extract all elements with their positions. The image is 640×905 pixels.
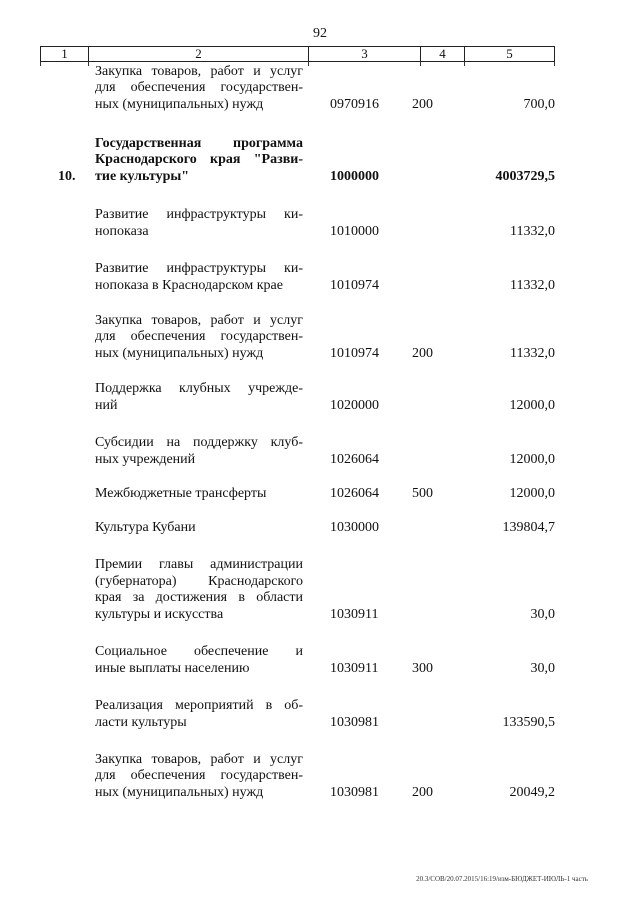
row-amount: 11332,0	[510, 277, 555, 293]
row-code: 1026064	[330, 451, 379, 467]
row-name-line: Развитие инфраструктуры ки-	[95, 261, 303, 276]
table-row	[40, 644, 555, 677]
row-name-line: Государственная программа	[95, 135, 303, 151]
row-name-line: ных (муниципальных) нужд	[95, 96, 264, 112]
row-code: 1030911	[330, 660, 379, 676]
row-code: 0970916	[330, 96, 379, 112]
row-name	[95, 313, 303, 363]
row-amount: 4003729,5	[495, 168, 555, 184]
row-name-line: культуры и искусства	[95, 606, 224, 622]
row-name	[95, 64, 303, 114]
row-amount: 30,0	[530, 606, 555, 622]
table-row	[40, 486, 555, 503]
row-name-line: ных учреждений	[95, 451, 196, 467]
table-row	[40, 261, 555, 294]
row-number: 10.	[58, 168, 76, 184]
document-footer: 20.3/СОВ/20.07.2015/16:19/изм-БЮДЖЕТ-ИЮЛЬ-1 часть	[416, 875, 588, 883]
row-code: 1000000	[330, 168, 379, 184]
row-expense-type: 300	[412, 660, 433, 676]
row-name	[95, 520, 303, 537]
row-name	[95, 136, 303, 186]
row-name-line: для обеспечения государствен-	[95, 329, 303, 344]
row-name-line: для обеспечения государствен-	[95, 768, 303, 783]
header-cell-2: 2	[89, 47, 309, 61]
table-row	[40, 520, 555, 537]
table-row	[40, 136, 555, 186]
row-name	[95, 557, 303, 623]
row-code: 1030000	[330, 519, 379, 535]
table-row	[40, 64, 555, 114]
header-cell-5: 5	[506, 46, 513, 61]
table-row	[40, 557, 555, 623]
row-name-line: Межбюджетные трансферты	[95, 485, 267, 501]
table-row	[40, 752, 555, 802]
header-cell-3: 3	[309, 47, 421, 61]
row-code: 1010974	[330, 345, 379, 361]
row-code: 1026064	[330, 485, 379, 501]
row-name-line: Реализация мероприятий в об-	[95, 698, 303, 713]
row-code: 1010000	[330, 223, 379, 239]
row-name-line: Премии главы администрации	[95, 557, 303, 572]
row-name-line: Развитие инфраструктуры ки-	[95, 207, 303, 222]
row-name-line: Социальное обеспечение и	[95, 644, 303, 659]
row-name-line: края за достижения в области	[95, 590, 303, 605]
row-code: 1030911	[330, 606, 379, 622]
row-name-line: для обеспечения государствен-	[95, 80, 303, 95]
header-cell-1: 1	[41, 47, 89, 61]
row-name-line: тие культуры"	[95, 168, 190, 184]
row-name	[95, 435, 303, 468]
table-header-row	[40, 46, 555, 62]
row-code: 1030981	[330, 784, 379, 800]
page-number: 92	[313, 26, 327, 41]
row-name	[95, 644, 303, 677]
row-expense-type: 200	[412, 345, 433, 361]
row-amount: 12000,0	[509, 397, 555, 413]
row-name-line: Закупка товаров, работ и услуг	[95, 312, 303, 328]
row-name-line: Закупка товаров, работ и услуг	[95, 63, 303, 79]
row-name-line: Закупка товаров, работ и услуг	[95, 751, 303, 767]
row-amount: 11332,0	[510, 223, 555, 239]
row-name-line: Субсидии на поддержку клуб-	[95, 435, 303, 450]
row-amount: 12000,0	[509, 485, 555, 501]
table-row	[40, 313, 555, 363]
row-name-line: (губернатора) Краснодарского	[95, 573, 303, 589]
row-name-line: ний	[95, 397, 118, 413]
table-row	[40, 381, 555, 414]
header-cell-4: 4	[421, 47, 465, 61]
row-name	[95, 381, 303, 414]
row-name	[95, 261, 303, 294]
row-amount: 133590,5	[502, 714, 555, 730]
row-name-line: Краснодарского края "Разви-	[95, 152, 303, 167]
row-name-line: ласти культуры	[95, 714, 187, 730]
row-code: 1030981	[330, 714, 379, 730]
row-expense-type: 500	[412, 485, 433, 501]
row-name-line: Культура Кубани	[95, 519, 196, 535]
table-row	[40, 435, 555, 468]
row-amount: 20049,2	[509, 784, 555, 800]
table-row	[40, 698, 555, 731]
row-name-line: нопоказа в Краснодарском крае	[95, 277, 283, 293]
row-name	[95, 752, 303, 802]
row-code: 1010974	[330, 277, 379, 293]
row-name	[95, 486, 303, 503]
row-code: 1020000	[330, 397, 379, 413]
row-amount: 700,0	[523, 96, 555, 112]
row-expense-type: 200	[412, 784, 433, 800]
row-name-line: Поддержка клубных учрежде-	[95, 381, 303, 396]
row-name	[95, 698, 303, 731]
row-amount: 12000,0	[509, 451, 555, 467]
row-name-line: иные выплаты населению	[95, 660, 250, 676]
table-row	[40, 207, 555, 240]
row-name-line: нопоказа	[95, 223, 149, 239]
row-amount: 30,0	[530, 660, 555, 676]
row-name	[95, 207, 303, 240]
row-name-line: ных (муниципальных) нужд	[95, 784, 264, 800]
row-amount: 139804,7	[502, 519, 555, 535]
row-expense-type: 200	[412, 96, 433, 112]
row-amount: 11332,0	[510, 345, 555, 361]
row-name-line: ных (муниципальных) нужд	[95, 345, 264, 361]
